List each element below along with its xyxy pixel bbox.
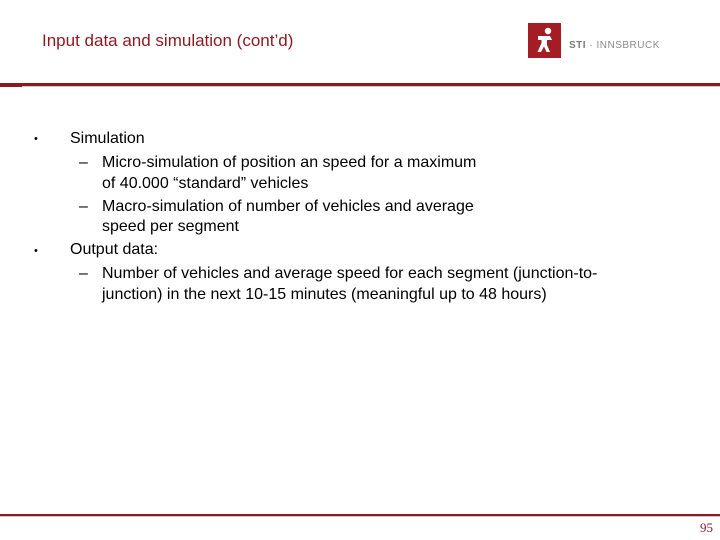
dash-marker: – [79,154,88,171]
subitem-line: junction) in the next 10-15 minutes (meaningful up to 48 hours) [102,286,547,303]
header-rule-tick [0,86,22,87]
bullet-marker: • [34,245,38,257]
slide-title: Input data and simulation (cont’d) [42,31,294,50]
logo-separator: · [589,40,594,51]
logo-brand: STI [569,40,587,51]
subitem-line: speed per segment [102,218,239,235]
subitem-line: Macro-simulation of number of vehicles and average [102,198,474,215]
subitem-line: Micro-simulation of position an speed for a maximum [102,154,477,171]
page-number: 95 [700,520,713,535]
footer-rule-shadow [0,516,720,517]
subitem-line: of 40.000 “standard” vehicles [102,175,309,192]
subitem-line: Number of vehicles and average speed for each segment (junction-to- [102,265,598,282]
bullet-marker: • [34,133,38,145]
dash-marker: – [79,198,88,215]
bullet-output-data: Output data: [70,241,159,258]
header-rule-shadow [0,86,720,87]
logo-wordmark [569,40,660,51]
dash-marker: – [79,265,88,282]
bullet-simulation: Simulation [70,130,145,147]
logo-location: INNSBRUCK [596,40,660,51]
sti-figure-icon [528,23,561,58]
